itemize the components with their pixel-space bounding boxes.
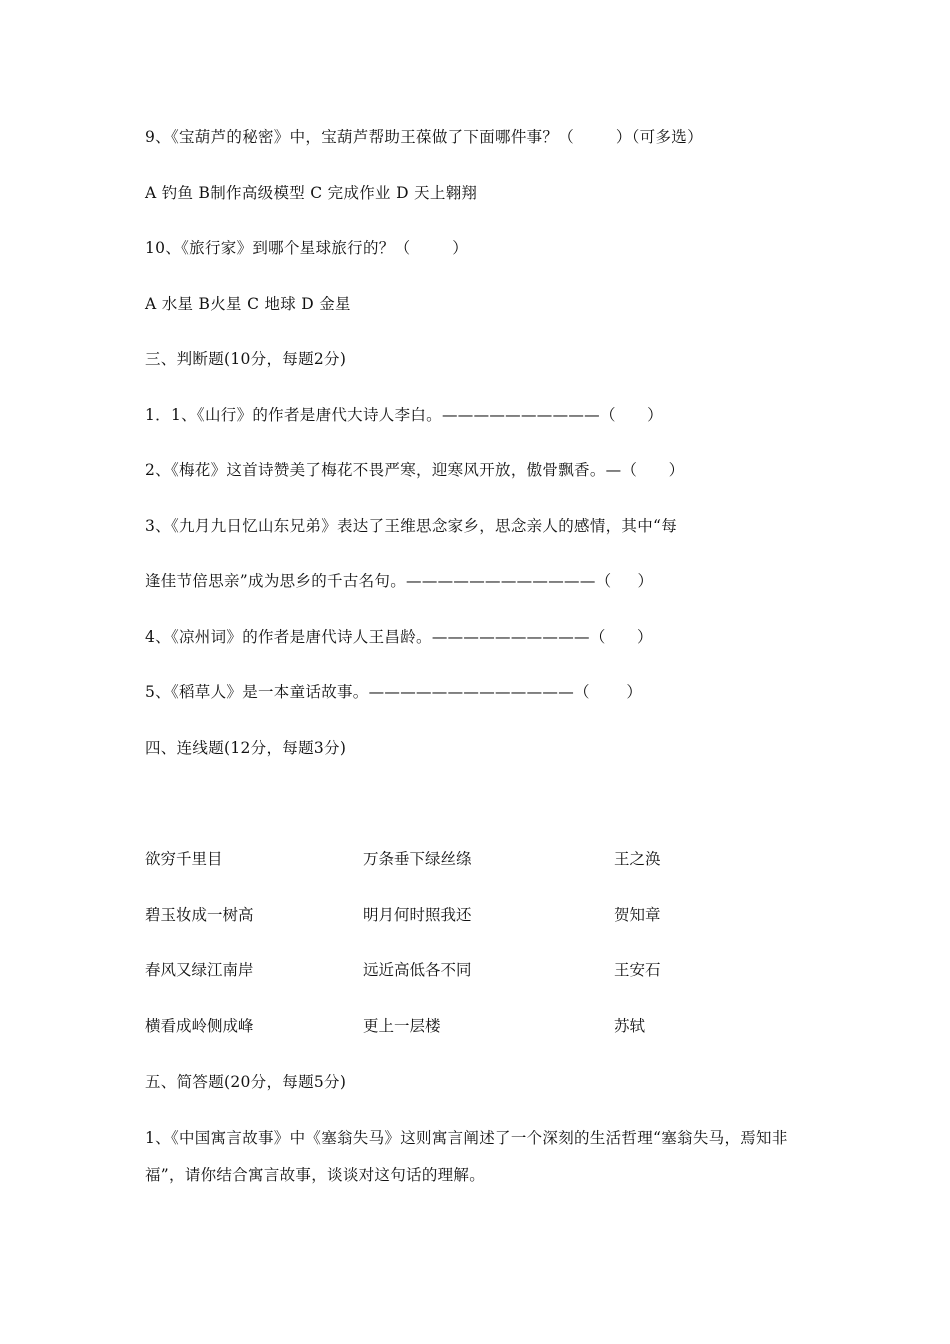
question-10: 10、《旅行家》到哪个星球旅行的？（ ）	[145, 239, 468, 257]
match-right: 王安石	[614, 961, 661, 979]
match-middle: 更上一层楼	[363, 1017, 441, 1035]
section-4-title: 四、连线题(12分，每题3分)	[145, 739, 347, 757]
question-10-options: A 水星 B火星 C 地球 D 金星	[145, 295, 351, 313]
judge-item-4: 4、《凉州词》的作者是唐代诗人王昌龄。——————————（ ）	[145, 628, 653, 646]
question-9: 9、《宝葫芦的秘密》中，宝葫芦帮助王葆做了下面哪件事？（ ）（可多选）	[145, 128, 703, 146]
match-left: 碧玉妆成一树高	[145, 906, 254, 924]
judge-item-3: 3、《九月九日忆山东兄弟》表达了王维思念家乡，思念亲人的感情，其中“每	[145, 517, 678, 535]
short-answer-1-line-1: 1、《中国寓言故事》中《塞翁失马》这则寓言阐述了一个深刻的生活哲理“塞翁失马，焉知非	[145, 1129, 788, 1147]
match-left: 横看成岭侧成峰	[145, 1017, 254, 1035]
match-right: 王之涣	[614, 850, 661, 868]
section-5-title: 五、简答题(20分，每题5分)	[145, 1073, 347, 1091]
match-left: 欲穷千里目	[145, 850, 223, 868]
match-middle: 明月何时照我还	[363, 906, 472, 924]
match-right: 苏轼	[614, 1017, 646, 1035]
judge-item-2: 2、《梅花》这首诗赞美了梅花不畏严寒，迎寒风开放，傲骨飘香。—（ ）	[145, 461, 685, 479]
match-middle: 远近高低各不同	[363, 961, 472, 979]
match-right: 贺知章	[614, 906, 661, 924]
question-9-options: A 钓鱼 B制作高级模型 C 完成作业 D 天上翱翔	[145, 184, 478, 202]
match-middle: 万条垂下绿丝绦	[363, 850, 472, 868]
match-left: 春风又绿江南岸	[145, 961, 254, 979]
section-3-title: 三、判断题(10分，每题2分)	[145, 350, 347, 368]
judge-item-3-cont: 逢佳节倍思亲”成为思乡的千古名句。————————————（ ）	[145, 572, 654, 590]
judge-item-1: 1．1、《山行》的作者是唐代大诗人李白。——————————（ ）	[145, 406, 663, 424]
judge-item-5: 5、《稻草人》是一本童话故事。—————————————（ ）	[145, 683, 643, 701]
short-answer-1-line-2: 福”，请你结合寓言故事，谈谈对这句话的理解。	[145, 1166, 486, 1184]
